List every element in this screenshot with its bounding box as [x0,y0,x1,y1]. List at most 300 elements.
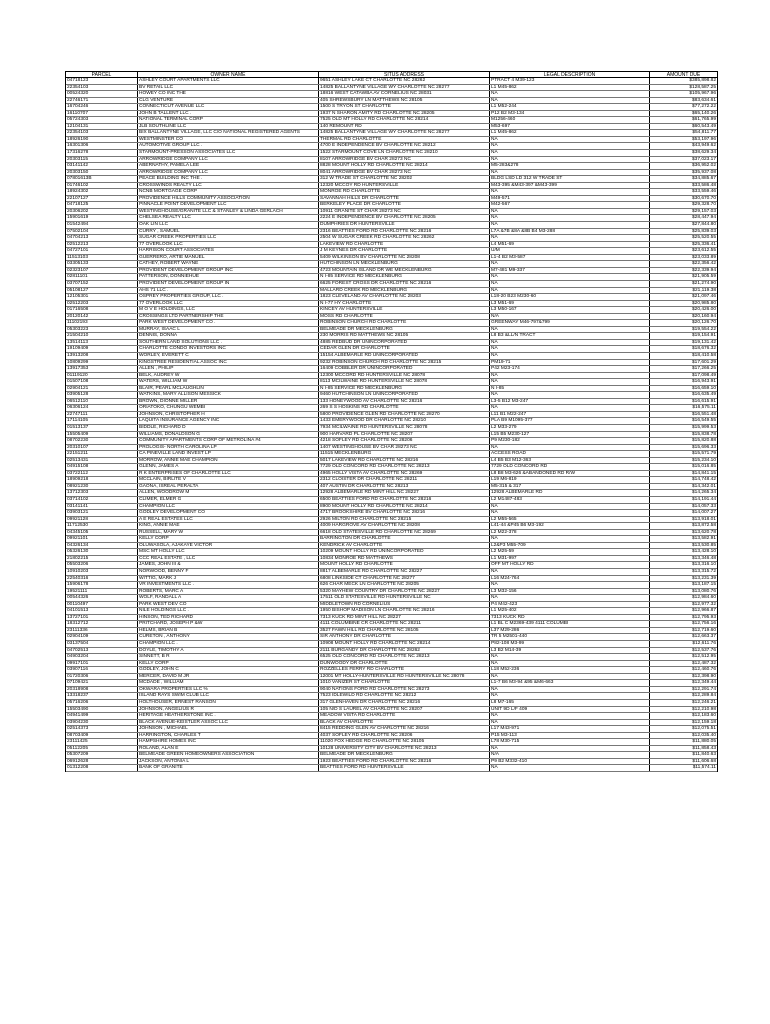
amount-due-cell: $11,574.11 [692,765,716,771]
owner-name-cell: HELMS, BRIAN B [138,628,319,634]
situs-address-cell: ROZZELLES FERRY RD CHARLOTTE [319,667,490,673]
parcel-cell: 13318237 [66,693,138,699]
table-row [66,765,717,772]
legal-description-cell: L15 B5 M230-127 [490,432,650,438]
owner-name-cell: GODLEY DEVELOPMENT CO [138,510,319,516]
situs-address-cell: 1823 CLEVELAND AV CHARLOTTE NC 28203 [319,294,490,300]
legal-description-cell: L11 B1 M22-247 [490,412,650,418]
situs-address-cell: 407 AUSTIN DR CHARLOTTE NC 28213 [319,484,490,490]
legal-description-cell: L16 M24-764 [490,576,650,582]
owner-name-cell: LAQUITA INSURANCE AGENCY INC [138,418,319,424]
parcel-cell: 04101513 [66,608,138,614]
situs-address-cell: BLACK AV CHARLOTTE [319,720,490,726]
amount-due-cell: $16,635.49 [691,392,716,398]
owner-name-cell: HINSON, TED RICHARD [138,615,319,621]
parcel-cell: 23111336 [66,628,138,634]
owner-name-cell: KELLY CORP [138,536,319,542]
legal-description-cell: L18 M52-236 [490,667,650,673]
situs-address-cell: MEADOW VISTA RD CHARLOTTE [319,713,490,719]
amount-due-cell: $14,057.33 [691,503,716,509]
owner-name-cell: WORLEY, EVERETT C [138,353,319,359]
legal-description-cell: N I-85 [490,386,650,392]
owner-name-cell: WESTINGHOUSE/GRANITE LLC & STANLEY & LINDA GERLACH [138,209,319,215]
owner-name-cell: CHARLOTTE CONDO INVESTORS INC [138,346,319,352]
parcel-cell: 13514113 [66,340,138,346]
situs-address-cell: 1407 WESTINGHOUSE BV CHAR 28273 NC [319,445,490,451]
amount-due-cell: $11,858.43 [692,745,716,751]
parcel-cell: 02323107 [66,268,138,274]
parcel-cell: 03714102 [66,497,138,503]
parcel-cell: 11712530 [66,523,138,529]
amount-due-cell: $12,719.60 [691,627,716,633]
parcel-cell: 06512110 [66,399,138,405]
amount-due-cell: $12,210.98 [691,706,716,712]
situs-address-cell: ROBINSON CHURCH RD CHARLOTTE [319,320,490,326]
legal-description-cell: P42 M23-174 [490,366,650,372]
situs-address-cell: 4965 HOLLY VISTA AV CHARLOTTE NC 28269 [319,471,490,477]
amount-due-cell: $128,587.25 [689,84,716,90]
legal-description-cell: UNIT 9D L/F 409 [490,707,650,713]
situs-address-cell: 5017 LAKEVIEW RD CHARLOTTE NC 28216 [319,458,490,464]
legal-description-cell: NA [490,189,650,195]
legal-description-cell: NA [490,693,650,699]
amount-due-cell: $12,075.51 [691,726,716,732]
amount-due-cell: $13,187.15 [691,582,716,588]
owner-name-cell: HOLTHOUSER, ERNEST RANSON [138,700,319,706]
situs-address-cell: 900 HARVARD PL CHARLOTTE NC 28207 [319,432,490,438]
table-body [66,78,717,772]
legal-description-cell: NA [490,713,650,719]
legal-description-cell: P82-108 M3-99 [490,641,650,647]
parcel-cell: 01312208 [66,765,138,771]
legal-description-cell: L2 M22-378 [490,530,650,536]
table-header-row [66,71,717,78]
parcel-cell: 02811101 [66,274,138,280]
legal-description-cell: L2 M33-279 [490,425,650,431]
situs-address-cell: BELMEADE DR MECKLENBURG [319,327,490,333]
legal-description-cell: NA [490,765,650,771]
amount-due-cell: $43,949.62 [691,143,716,149]
owner-name-cell: JAMES, JOHN III & [138,562,319,568]
owner-name-cell: PINNACLE POINT DEVELOPMENT LLC [138,202,319,208]
situs-address-cell: 1500 S TRYON ST CHARLOTTE [319,104,490,110]
amount-due-cell: $12,663.37 [691,634,716,640]
situs-address-cell: 7525 OLD MT HOLLY RD CHARLOTTE NC 28214 [319,117,490,123]
owner-name-cell: WATKINS, MARY ALLISON MESSICK [138,392,319,398]
situs-address-cell: 9460 HUTCHINSON LN UNINCORPORATED [319,392,490,398]
parcel-cell: 21802215 [66,556,138,562]
amount-due-cell: $12,035.40 [691,732,716,738]
situs-address-cell: 10908 MOUNT HOLLY RD CHARLOTTE NC 28214 [319,641,490,647]
owner-name-cell: MCCLAIN, BIRLITE V [138,477,319,483]
parcel-cell: 05303223 [66,327,138,333]
header-parcel: PARCEL [66,72,138,77]
owner-name-cell: GUERRERO, ARTIE MANUEL [138,255,319,261]
parcel-cell: 22151211 [66,451,138,457]
amount-due-cell: $19,554.22 [691,326,716,332]
situs-address-cell: 12320 MCCOY RD HUNTERSVILLE [319,183,490,189]
owner-name-cell: DENNIS, DONNA [138,333,319,339]
amount-due-cell: $33,586.48 [691,182,716,188]
amount-due-cell: $14,191.44 [691,497,716,502]
situs-address-cell: 312 W TRADE ST CHARLOTTE NC 28202 [319,176,490,182]
parcel-cell: 08703409 [66,733,138,739]
parcel-cell: 17114105 [66,418,138,424]
amount-due-cell: $15,999.53 [691,424,716,430]
amount-due-cell: $28,447.94 [691,215,716,221]
legal-description-cell: NA [490,536,650,542]
legal-description-cell: N/A [490,314,650,320]
situs-address-cell: 8900 MOUNT HOLLY RD CHARLOTTE NC 28214 [319,504,490,510]
situs-address-cell: 4717 BROOKSHIRE BV CHARLOTTE NC 28216 [319,510,490,516]
owner-name-cell: PROVIDENT DEVELOPMENT GROUP IN [138,281,319,287]
parcel-cell: 05326130 [66,549,138,555]
legal-description-cell: L1 M25-402 [490,608,650,614]
legal-description-cell: NA [490,595,650,601]
situs-address-cell: 17511 OLD STATESVILLE RD HUNTERSVILLE NC [319,595,490,601]
owner-name-cell: ORIATOKO, CHUNGU WEMBI [138,405,319,411]
amount-due-cell: $12,512.95 [691,654,716,660]
amount-due-cell: $77,272.22 [691,104,716,110]
situs-address-cell: 6625 FOREST CROSS DR CHARLOTTE NC 28216 [319,281,490,287]
situs-address-cell: 1522 STARMOUNT COVE LN CHARLOTTE NC 28210 [319,150,490,156]
legal-description-cell: L1-4 B2 M3-587 [490,255,650,261]
header-owner-name: OWNER NAME [138,72,319,77]
situs-address-cell: 105 N/D S LAUREL AV CHARLOTTE NC 28207 [319,707,490,713]
situs-address-cell: 7523 IDLEWILD RD CHARLOTTE NC 28212 [319,693,490,699]
situs-address-cell: 14825 BALLANTYNE VILLAGE WY CHARLOTTE NC 28277 [319,85,490,91]
amount-due-cell: $21,274.90 [691,280,716,286]
legal-description-cell: L4 M51-69 [490,242,650,248]
situs-address-cell: 4009 HARGROVE AV CHARLOTTE NC 28208 [319,523,490,529]
parcel-cell: 04941499 [66,713,138,719]
legal-description-cell: L8 M7-165 [490,700,650,706]
situs-address-cell: SIR ANTHONY DR CHARLOTTE [319,634,490,640]
amount-due-cell: $12,289.84 [691,693,716,699]
owner-name-cell: HOWEY CO INC THE [138,91,319,97]
owner-name-cell: BROWN, DIONNE MILLER [138,399,319,405]
parcel-cell: 22747111 [66,412,138,418]
situs-address-cell: 317 GLENHAVEN DR CHARLOTTE NC 28216 [319,700,490,706]
owner-name-cell: CLG VENTURE [138,98,319,104]
owner-name-cell: BIX BALLANTYNE VILLAGE, LLC C/O NATIONAL REGISTERED AGENTS [138,130,319,136]
legal-description-cell: M7-481 M9-337 [490,268,650,274]
parcel-cell: 16704246 [66,104,138,110]
owner-name-cell: MURRAY, ISAAC L [138,327,319,333]
owner-name-cell: NATIONAL TERMINAL CORP [138,117,319,123]
owner-name-cell: GLENN, JAMES A [138,464,319,470]
parcel-cell: 08702230 [66,438,138,444]
owner-name-cell: MSC MT HOLLY LLC [138,549,319,555]
situs-address-cell: 18816 WEST CATAWBA AV CORNELIUS NC 28031 [319,91,490,97]
owner-name-cell: ISLAND RAYS SWIM CLUB LLC [138,693,319,699]
parcel-cell: 15906178 [66,582,138,588]
legal-description-cell: L3 M32-156 [490,589,650,595]
situs-address-cell: 230 MORRIS RD MATTHEWS NC 28105 [319,333,490,339]
legal-description-cell: L37 M29-286 [490,628,650,634]
amount-due-cell: $23,612.55 [691,248,716,254]
owner-name-cell: WITTIG, MARK J [138,576,319,582]
amount-due-cell: $54,811.77 [692,130,716,136]
parcel-cell: 20306202 [66,209,138,215]
owner-name-cell: GODLEY, JOHN C [138,667,319,673]
situs-address-cell: 16409 COBBLER DR UNINCORPORATED [319,366,490,372]
legal-description-cell: L1-7 B6 M3-94 &95 &M6-663 [490,680,650,686]
parcel-cell: 12104131 [66,124,138,130]
legal-description-cell: NA [490,215,650,221]
owner-name-cell: KING, ANNIE MAE [138,523,319,529]
amount-due-cell: $12,487.32 [691,660,716,666]
amount-due-cell: $13,530.85 [691,542,716,548]
situs-address-cell: 140 REMOUNT RD [319,124,490,130]
amount-due-cell: $13,231.39 [691,575,716,581]
legal-description-cell: M1256-460 [490,117,650,123]
parcel-cell: 18926190 [66,137,138,143]
situs-address-cell: BELMEADE DR MECKLENBURG [319,752,490,758]
legal-description-cell: NA [490,746,650,752]
legal-description-cell: P4 M42-423 [490,602,650,608]
amount-due-cell: $60,543.49 [691,123,716,129]
parcel-cell: 22354103 [66,85,138,91]
legal-description-cell: NA [490,143,650,149]
parcel-cell: 01746102 [66,183,138,189]
situs-address-cell: KINCEY AV HUNTERSVILLE [319,307,490,313]
parcel-cell: 22746171 [66,98,138,104]
amount-due-cell: $385,898.82 [689,78,716,83]
amount-due-cell: $12,795.93 [691,614,716,620]
amount-due-cell: $19,154.91 [691,333,716,339]
legal-description-cell: NA [490,235,650,241]
parcel-cell: 07502104 [66,229,138,235]
parcel-cell: 01119120 [66,373,138,379]
parcel-cell: 03907116 [66,667,138,673]
legal-description-cell: P12 B2 M3-134 [490,111,650,117]
legal-description-cell: M5-283&278 [490,163,650,169]
legal-description-cell: M43-395 &M43-397 &M43-399 [490,183,650,189]
legal-description-cell: L3 B2 M14-39 [490,648,650,654]
parcel-cell: 01720306 [66,674,138,680]
owner-name-cell: CURETON , ANTHONY [138,634,319,640]
amount-due-cell: $13,316.10 [691,562,716,568]
parcel-cell: 01542494 [66,222,138,228]
parcel-cell: 15505409 [66,432,138,438]
owner-name-cell: SOUTHERN LAND SOLUTIONS LLC . [138,340,319,346]
legal-description-cell: NA [490,274,650,280]
legal-description-cell: NA [490,157,650,163]
legal-description-cell: NA [490,674,650,680]
owner-name-cell: WILLIAMS, DONALDSON G [138,432,319,438]
owner-name-cell: M O V E HOLDINGS, LLC [138,307,319,313]
situs-address-cell: 5800 PROVIDENCE GLEN RD CHARLOTTE NC 28270 [319,412,490,418]
parcel-cell: 20303150 [66,170,138,176]
amount-due-cell: $13,428.10 [691,549,716,555]
amount-due-cell: $21,905.59 [691,274,716,280]
situs-address-cell: 1950 BISHOP MADISON LN CHARLOTTE NC 28216 [319,608,490,614]
situs-address-cell: DUNWOODY DR CHARLOTTE [319,661,490,667]
owner-name-cell: DOYLE, TIMOTHY A [138,648,319,654]
parcel-cell: 11513103 [66,255,138,261]
legal-description-cell: L41-44 &P45 B6 M3-192 [490,523,650,529]
parcel-cell: 06912628 [66,759,138,765]
owner-name-cell: ARROWRIDGE COMPANY LLC [138,157,319,163]
parcel-cell: 17316278 [66,150,138,156]
situs-address-cell: 3527 FAWN HILL RD CHARLOTTE NC 28105 [319,628,490,634]
legal-description-cell: PLA B9 M1095-377 [490,418,650,424]
amount-due-cell: $16,575.11 [692,405,716,411]
amount-due-cell: $16,549.55 [691,418,716,424]
situs-address-cell: 8113 MCILWAINE RD HUNTERSVILLE NC 28078 [319,379,490,385]
amount-due-cell: $15,571.79 [691,451,716,457]
amount-due-cell: $14,265.34 [691,490,716,496]
amount-due-cell: $12,398.90 [691,673,716,679]
legal-description-cell: L7A &7B &8A &8B B4 M3-288 [490,229,650,235]
parcel-cell: 07109421 [66,680,138,686]
legal-description-cell: M49-571 [490,196,650,202]
situs-address-cell: 15154 ALBEMARLE RD UNINCORPORATED [319,353,490,359]
amount-due-cell: $13,918.01 [691,516,716,522]
amount-due-cell: $12,977.32 [691,601,716,607]
owner-name-cell: GAONA, ISREAL PERALTA [138,484,319,490]
situs-address-cell: MOUNT HOLLY RD CHARLOTTE [319,562,490,568]
amount-due-cell: $25,336.41 [691,241,716,247]
legal-description-cell: NA [490,569,650,575]
amount-due-cell: $15,820.88 [691,438,716,444]
amount-due-cell: $83,634.61 [691,97,716,103]
parcel-cell: 04915108 [66,464,138,470]
situs-address-cell: 8107 ARROWRIDGE BV CHAR 28273 NC [319,157,490,163]
legal-description-cell: NA [490,720,650,726]
owner-name-cell: BLAIR, PEARL MCLAUGHLIN [138,386,319,392]
owner-name-cell: PEACE BUILDING INC THE . [138,176,319,182]
owner-name-cell: PROLOGIS- NORTH CAROLINA LP [138,445,319,451]
owner-name-cell: OKWARA PROPERTIES LLC % [138,687,319,693]
parcel-cell: 04702513 [66,648,138,654]
owner-name-cell: JOHNSON, ANGELIUS R [138,707,319,713]
parcel-cell: 10809299 [66,360,138,366]
owner-name-cell: JOHNSON, CHRISTOPHER H [138,412,319,418]
parcel-cell: 03903121 [66,510,138,516]
situs-address-cell: 7729 OLD CONCORD RD CHARLOTTE NC 28213 [319,464,490,470]
legal-description-cell: U/M [490,248,650,254]
parcel-cell: 12105301 [66,294,138,300]
owner-name-cell: NCNB MORTGAGE CORP [138,189,319,195]
situs-address-cell: 9040 NATIONS FORD RD CHARLOTTE NC 28273 [319,687,490,693]
legal-description-cell: NA [490,150,650,156]
situs-address-cell: HUTCHINSON LN MECKLENBURG [319,261,490,267]
parcel-cell: 09917101 [66,661,138,667]
legal-description-cell: NA [490,353,650,359]
legal-description-cell: PTRACT 4 M39-123 [490,78,650,84]
situs-address-cell: 5320 MAYHEW COUNTRY DR CHARLOTTE NC 28227 [319,589,490,595]
owner-name-cell: PROVIDENCE HILLS COMMUNITY ASSOCIATION [138,196,319,202]
legal-description-cell: NA [490,346,650,352]
owner-name-cell: BLACK AVENUE-KEISTLER ASSOC LLC [138,720,319,726]
parcel-cell: 18312712 [66,621,138,627]
legal-description-cell: GREENWAY M46-797&799 [490,320,650,326]
parcel-cell: 03141142 [66,163,138,169]
amount-due-cell: $14,342.01 [691,483,716,489]
amount-due-cell: $11,840.63 [692,752,716,758]
amount-due-cell: $15,016.85 [691,464,716,470]
parcel-cell: 05112205 [66,746,138,752]
situs-address-cell: 2316 BEATTIES FORD RD CHARLOTTE NC 28216 [319,229,490,235]
parcel-cell: 02513431 [66,458,138,464]
situs-address-cell: 2312 CLOISTER DR CHARLOTTE NC 28211 [319,477,490,483]
legal-description-cell: L3 M50-167 [490,307,650,313]
owner-name-cell: JOHNSON , MICHAEL [138,726,319,732]
legal-description-cell: L19 M6-819 [490,477,650,483]
amount-due-cell: $20,126.70 [691,320,716,326]
amount-due-cell: $13,582.91 [691,536,716,542]
amount-due-cell: $16,615.91 [691,398,716,404]
owner-name-cell: A E REAL ESTATES LLC [138,517,319,523]
amount-due-cell: $15,838.78 [691,431,716,437]
situs-address-cell: 133 HONEYWOOD AV CHARLOTTE NC 28216 [319,399,490,405]
owner-name-cell: ABERNATHY, PAMELA LEE [138,163,319,169]
amount-due-cell: $12,537.76 [691,647,716,653]
situs-address-cell: 1923 BEATTIES FORD RD CHARLOTTE NC 28216 [319,759,490,765]
situs-address-cell: 12001 MT HOLLY-HUNTERSVILLE RD HUNTERSVILLE NC 28078 [319,674,490,680]
owner-name-cell: ALLEN , PHILIP [138,366,319,372]
parcel-cell: 03707152 [66,281,138,287]
amount-due-cell: $23,033.89 [691,254,716,260]
amount-due-cell: $34,885.67 [691,176,716,182]
amount-due-cell: $21,119.38 [692,287,716,293]
legal-description-cell: NA [490,392,650,398]
parcel-cell: 03141141 [66,504,138,510]
amount-due-cell: $35,937.08 [691,169,716,175]
situs-address-cell: 6525 OLD CONCORD RD CHARLOTTE NC 28213 [319,654,490,660]
situs-address-cell: 12928 ALBEMARLE RD MINT HILL NC 28227 [319,490,490,496]
parcel-cell: 15901619 [66,215,138,221]
amount-due-cell: $12,966.87 [691,608,716,614]
owner-name-cell: OLUWASOLA, AJAKAYE VICTOR [138,543,319,549]
tax-delinquency-table [65,71,718,772]
situs-address-cell: KENDRICK AV CHARLOTTE [319,543,490,549]
legal-description-cell: M5-315 & 317 [490,484,650,490]
situs-address-cell: BEATTIES FORD RD HUNTERSVILLE [319,765,490,771]
parcel-cell: 19521111 [66,589,138,595]
parcel-cell: 05724303 [66,117,138,123]
situs-address-cell: 8041 ARROWRIDGE BV CHAR 28273 NC [319,170,490,176]
situs-address-cell: 405 SHREWSBURY LN MATTHEWS NC 28105 [319,98,490,104]
parcel-cell: 09921128 [66,517,138,523]
owner-name-cell: MORROW, ANNIE MAE CHAMPION [138,458,319,464]
legal-description-cell: L8 B3 &LL/N TRACT [490,333,650,339]
parcel-cell: 04345105 [66,530,138,536]
amount-due-cell: $36,952.02 [691,163,716,169]
legal-description-cell: NA [490,582,650,588]
parcel-cell: 07801613B [66,176,138,182]
header-legal-description: LEGAL DESCRIPTION [490,72,650,77]
parcel-cell: 04718123 [66,78,138,84]
legal-description-cell: NA [490,405,650,411]
parcel-cell: 13917353 [66,366,138,372]
legal-description-cell: N/A [490,752,650,758]
situs-address-cell: N I-77 HY CHARLOTTE [319,301,490,307]
parcel-cell: 06306124 [66,405,138,411]
legal-description-cell: NA [490,327,650,333]
parcel-cell: 03305133 [66,261,138,267]
owner-name-cell: PROVIDENT DEVELOPMENT GROUP INC [138,268,319,274]
amount-due-cell: $13,080.76 [691,588,716,594]
situs-address-cell: 4885 REDBUD DR UNINCORPORATED [319,340,490,346]
legal-description-cell: NA [490,504,650,510]
legal-description-cell: 7313 KUCK RD [490,615,650,621]
amount-due-cell: $30,670.70 [691,195,716,201]
owner-name-cell: CURRY , SAMUEL [138,229,319,235]
situs-address-cell: 11020 FOX HEDGE RD CHARLOTTE NC 28105 [319,739,490,745]
